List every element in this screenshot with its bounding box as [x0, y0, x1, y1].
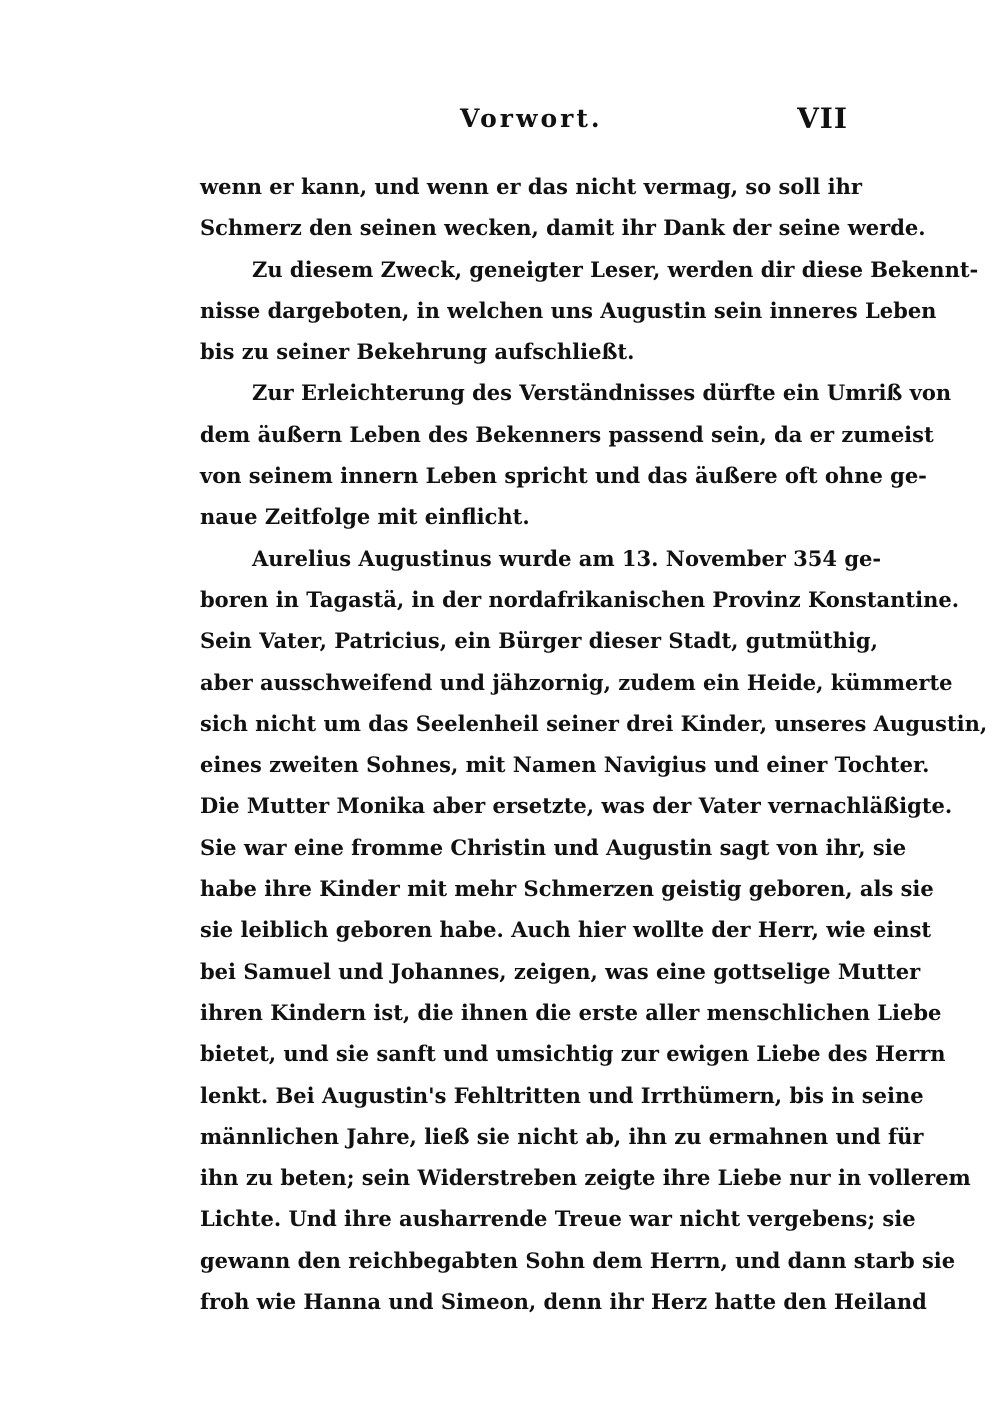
page-header — [200, 104, 848, 144]
text-line: nisse dargeboten, in welchen uns Augustin sein inneres Leben — [200, 297, 937, 323]
text-line: lenkt. Bei Augustin's Fehltritten und Irrthümern, bis in seine — [200, 1082, 924, 1108]
text-line: dem äußern Leben des Bekenners passend sein, da er zumeist — [200, 421, 934, 447]
text-line: bietet, und sie sanft und umsichtig zur ewigen Liebe des Herrn — [200, 1041, 946, 1067]
text-line: bis zu seiner Bekehrung aufschließt. — [200, 339, 635, 365]
text-line: Sein Vater, Patricius, ein Bürger dieser Stadt, gutmüthig, — [200, 628, 878, 654]
text-line: gewann den reichbegabten Sohn dem Herrn, und dann starb sie — [200, 1247, 956, 1273]
text-line: aber ausschweifend und jähzornig, zudem ein Heide, kümmerte — [200, 669, 953, 695]
text-line: habe ihre Kinder mit mehr Schmerzen geistig geboren, als sie — [200, 876, 934, 902]
text-line: männlichen Jahre, ließ sie nicht ab, ihn zu ermahnen und für — [200, 1123, 924, 1149]
text-line: Schmerz den seinen wecken, damit ihr Dank der seine werde. — [200, 215, 926, 241]
text-line: Zur Erleichterung des Verständnisses dürfte ein Umriß von — [252, 380, 952, 406]
text-line: froh wie Hanna und Simeon, denn ihr Herz hatte den Heiland — [200, 1289, 927, 1315]
text-line: wenn er kann, und wenn er das nicht vermag, so soll ihr — [200, 174, 862, 199]
text-line: bei Samuel und Johannes, zeigen, was eine gottselige Mutter — [200, 958, 921, 984]
text-line: naue Zeitfolge mit einflicht. — [200, 504, 530, 530]
text-line: Lichte. Und ihre ausharrende Treue war nicht vergebens; sie — [200, 1206, 916, 1232]
text-line: Die Mutter Monika aber ersetzte, was der Vater vernachläßigte. — [200, 793, 953, 819]
text-line: ihn zu beten; sein Widerstreben zeigte ihre Liebe nur in vollerem — [200, 1165, 971, 1191]
text-line: Zu diesem Zweck, geneigter Leser, werden dir diese Bekennt- — [252, 256, 979, 282]
body-text — [200, 166, 988, 1322]
running-title: Vorwort. — [460, 104, 603, 133]
text-line: ihren Kindern ist, die ihnen die erste aller menschlichen Liebe — [200, 999, 942, 1025]
text-line: von seinem innern Leben spricht und das äußere oft ohne ge- — [200, 463, 927, 489]
text-line: Aurelius Augustinus wurde am 13. November 354 ge- — [252, 545, 882, 571]
page-number: VII — [797, 102, 848, 135]
text-line: sie leiblich geboren habe. Auch hier wollte der Herr, wie einst — [200, 917, 932, 943]
text-line: eines zweiten Sohnes, mit Namen Navigius und einer Tochter. — [200, 752, 930, 778]
text-line: sich nicht um das Seelenheil seiner drei Kinder, unseres Augustin, — [200, 710, 988, 736]
text-line: Sie war eine fromme Christin und Augustin sagt von ihr, sie — [200, 834, 907, 860]
text-line: boren in Tagastä, in der nordafrikanischen Provinz Konstantine. — [200, 586, 960, 612]
